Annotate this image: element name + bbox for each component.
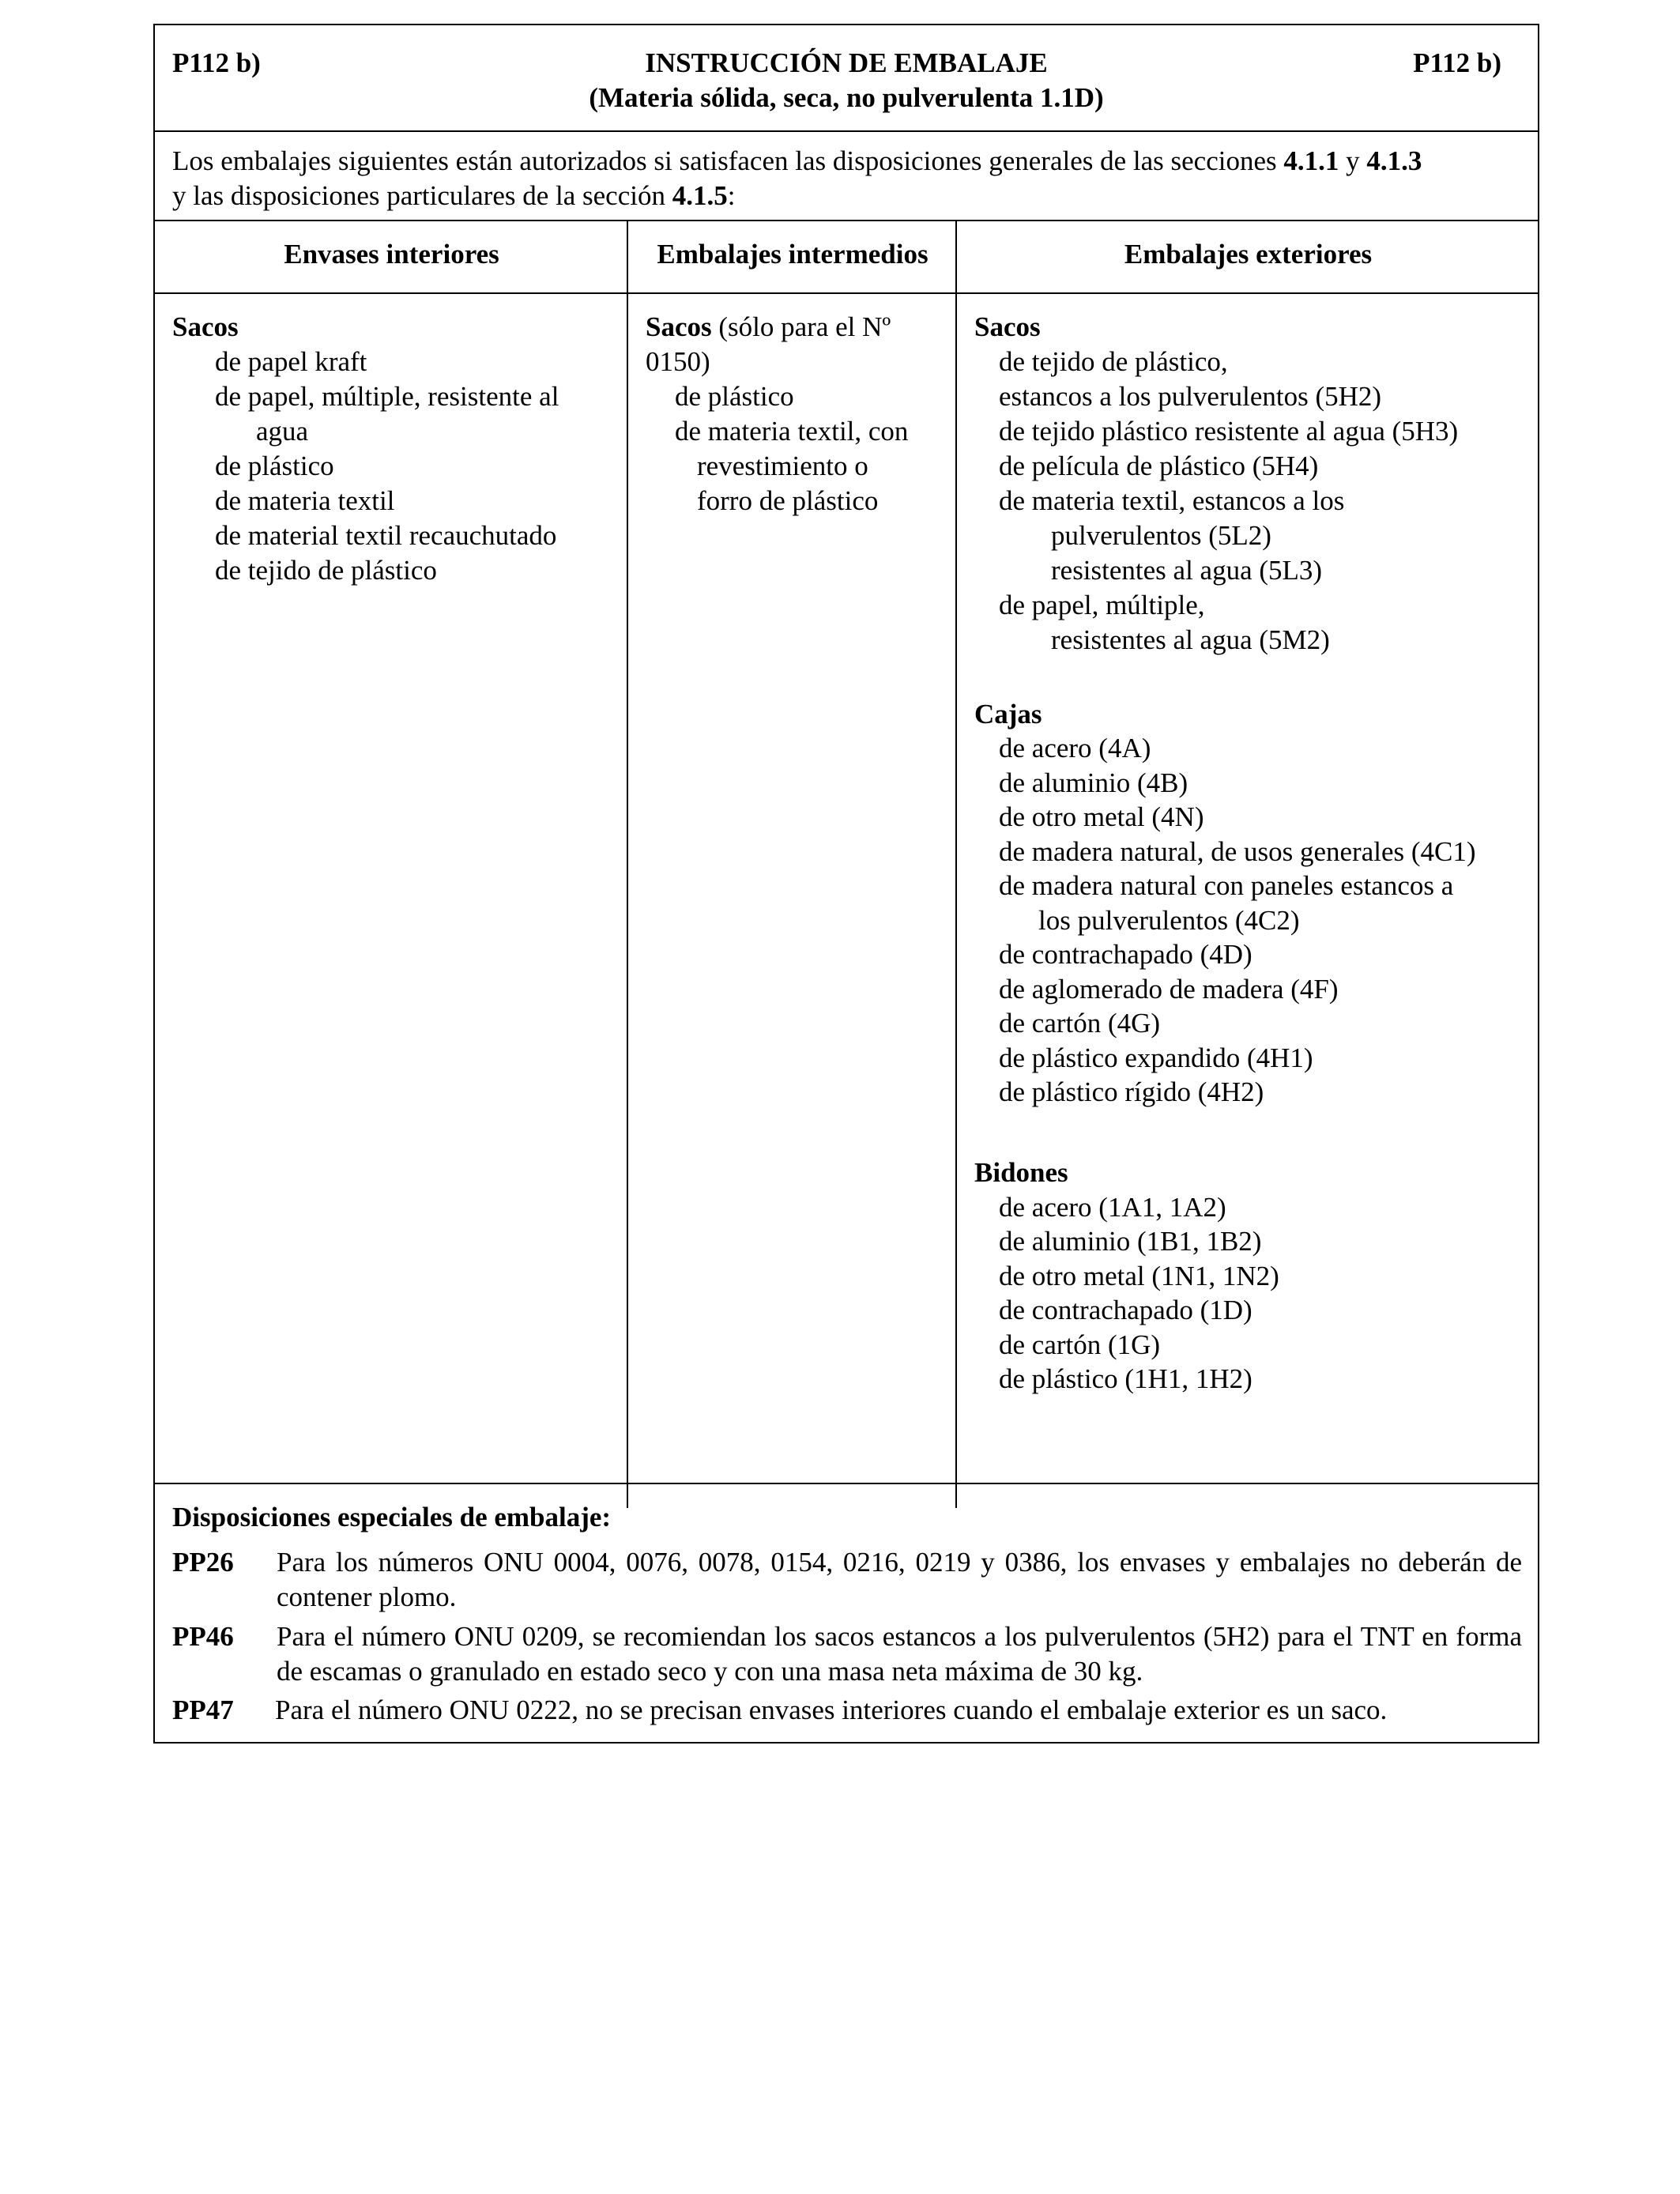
packing-instruction-table: [153, 24, 1539, 1744]
outer-item: de película de plástico (5H4): [999, 450, 1319, 481]
outer-item: de aglomerado de madera (4F): [999, 974, 1339, 1005]
inner-item: de tejido de plástico: [215, 555, 437, 586]
inner-item: de plástico: [215, 450, 334, 481]
section-ref-4-1-5: 4.1.5: [672, 180, 728, 211]
outer-bidones-title: Bidones: [974, 1157, 1068, 1188]
outer-item: de madera natural, de usos generales (4C1): [999, 836, 1476, 867]
outer-item: de otro metal (1N1, 1N2): [999, 1261, 1279, 1291]
outer-item: de materia textil, estancos a los: [999, 485, 1345, 516]
column-header-outer: Embalajes exteriores: [1124, 239, 1373, 270]
inner-sacos-title: Sacos: [172, 311, 239, 342]
header-divider: [155, 130, 1538, 132]
provision-text-pp26: Para los números ONU 0004, 0076, 0078, 0154, 0216, 0219 y 0386, los envases y embalajes no deberán de contener plomo.: [277, 1547, 1522, 1612]
intro-line-2: y las disposiciones particulares de la sección 4.1.5:: [172, 180, 736, 211]
outer-item: de otro metal (4N): [999, 801, 1204, 832]
outer-item: pulverulentos (5L2): [1051, 520, 1271, 551]
section-ref-4-1-1: 4.1.1: [1283, 145, 1339, 176]
outer-item: de plástico expandido (4H1): [999, 1042, 1313, 1073]
column-header-inner: Envases interiores: [284, 239, 499, 270]
intermediate-item: forro de plástico: [697, 485, 879, 516]
outer-item: de acero (1A1, 1A2): [999, 1192, 1226, 1223]
special-provisions-divider: [155, 1483, 1538, 1484]
outer-item: de plástico (1H1, 1H2): [999, 1363, 1252, 1394]
inner-item: agua: [256, 416, 309, 447]
instruction-title: INSTRUCCIÓN DE EMBALAJE: [645, 47, 1048, 78]
intermediate-item: de materia textil, con: [675, 416, 909, 447]
outer-item: estancos a los pulverulentos (5H2): [999, 381, 1382, 412]
inner-item: de papel, múltiple, resistente al: [215, 381, 559, 412]
provision-text-pp46: Para el número ONU 0209, se recomiendan los sacos estancos a los pulverulentos (5H2) para el TNT en forma de escamas o granulado en estado seco y con una masa neta máxima de 30 kg.: [277, 1621, 1522, 1687]
outer-item: de plástico rígido (4H2): [999, 1076, 1264, 1107]
intermediate-sacos-title: Sacos (sólo para el Nº: [646, 311, 891, 342]
intermediate-item: revestimiento o: [697, 450, 868, 481]
provision-code-pp47: PP47: [172, 1695, 234, 1725]
outer-sacos-title: Sacos: [974, 311, 1041, 342]
instruction-subtitle: (Materia sólida, seca, no pulverulenta 1.1D): [589, 82, 1104, 113]
outer-item: de aluminio (4B): [999, 767, 1188, 798]
outer-item: de cartón (4G): [999, 1008, 1161, 1039]
outer-item: resistentes al agua (5M2): [1051, 624, 1330, 655]
outer-item: de tejido plástico resistente al agua (5H3): [999, 416, 1459, 447]
outer-item: de contrachapado (4D): [999, 939, 1252, 970]
outer-item: de acero (4A): [999, 733, 1151, 763]
inner-item: de materia textil: [215, 485, 395, 516]
outer-item: de contrachapado (1D): [999, 1295, 1252, 1325]
provision-code-pp46: PP46: [172, 1621, 234, 1652]
instruction-code-left: P112 b): [172, 47, 261, 78]
provision-text-pp47: Para el número ONU 0222, no se precisan envases interiores cuando el embalaje exterior es un saco.: [275, 1695, 1388, 1725]
intro-divider: [155, 220, 1538, 221]
intro-line-1: Los embalajes siguientes están autorizados si satisfacen las disposiciones generales de las secciones 4.1.1 y 4.1.3: [172, 145, 1422, 176]
column-header-intermediate: Embalajes intermedios: [657, 239, 929, 270]
outer-item: de papel, múltiple,: [999, 590, 1205, 620]
outer-cajas-title: Cajas: [974, 699, 1042, 729]
outer-item: los pulverulentos (4C2): [1038, 905, 1300, 936]
section-ref-4-1-3: 4.1.3: [1366, 145, 1422, 176]
special-provisions-title: Disposiciones especiales de embalaje:: [172, 1502, 612, 1532]
outer-item: resistentes al agua (5L3): [1051, 555, 1323, 586]
provision-code-pp26: PP26: [172, 1547, 234, 1578]
column-header-divider: [155, 292, 1538, 294]
inner-item: de material textil recauchutado: [215, 520, 557, 551]
instruction-code-right: P112 b): [1413, 47, 1501, 78]
outer-item: de madera natural con paneles estancos a: [999, 870, 1454, 901]
column-divider-2: [955, 220, 957, 1508]
intermediate-item: de plástico: [675, 381, 794, 412]
outer-item: de aluminio (1B1, 1B2): [999, 1226, 1262, 1257]
outer-item: de cartón (1G): [999, 1329, 1161, 1360]
column-divider-1: [627, 220, 628, 1508]
intermediate-title-note: 0150): [646, 346, 710, 377]
inner-item: de papel kraft: [215, 346, 367, 377]
outer-item: de tejido de plástico,: [999, 346, 1228, 377]
